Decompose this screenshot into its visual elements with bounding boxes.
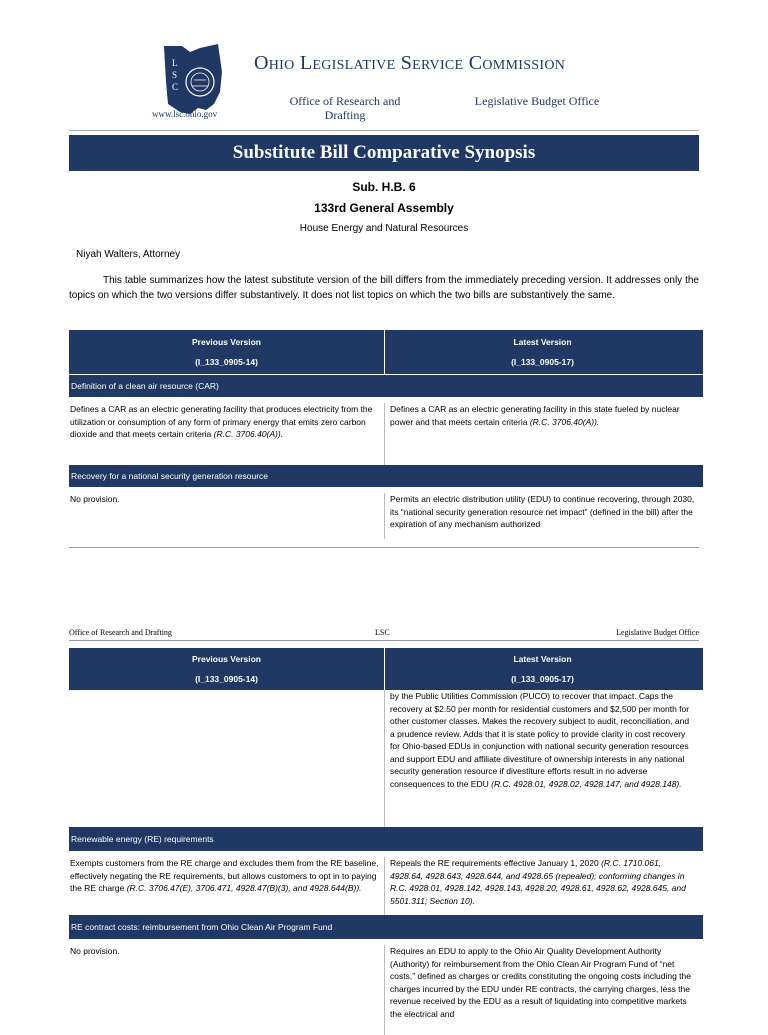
- latest-version-label: Latest Version: [513, 337, 572, 347]
- section-header-re: Renewable energy (RE) requirements: [69, 827, 703, 851]
- document-title: Substitute Bill Comparative Synopsis: [69, 135, 699, 171]
- office-research-drafting: Office of Research and Drafting: [289, 94, 401, 122]
- table-row: [69, 690, 703, 827]
- latest-version-label: Latest Version: [513, 654, 572, 664]
- section-header-re-contract: RE contract costs: reimbursement from Ohio Clean Air Program Fund: [69, 915, 703, 939]
- latest-version-header: [384, 648, 700, 690]
- section-header-recovery: Recovery for a national security generation resource: [69, 465, 703, 487]
- latest-version-id: (I_133_0905-17): [511, 674, 574, 684]
- office-budget: Legislative Budget Office: [474, 94, 600, 108]
- svg-text:L: L: [172, 58, 178, 68]
- citation: (R.C. 3706.40(A)).: [529, 416, 600, 427]
- table-header: [69, 648, 703, 690]
- previous-version-label: Previous Version: [192, 654, 261, 664]
- svg-text:C: C: [172, 82, 179, 92]
- latest-version-header: [384, 330, 700, 374]
- latest-cell: [384, 690, 699, 827]
- cell-text: Exempts customers from the RE charge and excludes them from the RE baseline, effectively negating the RE requirements, but allows customers to opt in to paying the RE charge: [70, 858, 379, 893]
- previous-version-label: Previous Version: [192, 337, 261, 347]
- table-row: [69, 851, 703, 915]
- comparison-table-page1: [69, 330, 703, 539]
- latest-version-id: (I_133_0905-17): [511, 357, 574, 367]
- intro-paragraph: This table summarizes how the latest substitute version of the bill differs from the immediately preceding version. It addresses only the topics on which the two versions differ substantively. It does not list topics on which the two bills are substantively the same.: [69, 275, 699, 301]
- table-row: [69, 397, 703, 465]
- citation: (R.C. 4928.01, 4928.02, 4928.147, and 4928.148).: [491, 778, 682, 789]
- footer-left: Office of Research and Drafting: [69, 628, 172, 637]
- commission-name: Ohio Legislative Service Commission: [254, 52, 566, 74]
- cell-text: Defines a CAR as an electric generating facility in this state fueled by nuclear power and that meets certain criteria: [390, 404, 680, 427]
- cell-text: Repeals the RE requirements effective January 1, 2020: [390, 858, 602, 868]
- author: Niyah Walters, Attorney: [76, 249, 181, 260]
- previous-version-header: [69, 648, 384, 690]
- table-row: [69, 487, 703, 539]
- latest-cell: [384, 857, 699, 915]
- previous-version-id: (I_133_0905-14): [195, 674, 258, 684]
- latest-cell: [384, 403, 699, 465]
- comparison-table-page2: [69, 648, 703, 1035]
- bill-number: Sub. H.B. 6: [352, 180, 416, 194]
- cell-text: by the Public Utilities Commission (PUCO) to recover that impact. Caps the recovery at $2.50 per month for residential customers and $2,500 per month for other customer classes. Makes the recovery subject to audit, reconciliation, and a prudence review. Adds that it is state policy to provide clarity in cost recovery for Ohio-based EDUs in conjunction with national security generation resources and support EDU and affiliate divestiture of ownership interests in any national security generation resource if divestiture efforts result in no adverse consequences to the EDU: [390, 691, 690, 789]
- table-row: [69, 939, 703, 1035]
- previous-cell: [69, 857, 384, 915]
- previous-version-header: [69, 330, 384, 374]
- header-divider: [69, 130, 699, 131]
- citation: (R.C. 3706.47(E), 3706.471, 4928.47(B)(3), and 4928.644(B)).: [126, 883, 362, 893]
- footer-center: LSC: [375, 628, 390, 637]
- svg-text:S: S: [172, 70, 178, 80]
- page-divider: [69, 547, 699, 548]
- previous-cell: [69, 690, 384, 827]
- latest-cell: Requires an EDU to apply to the Ohio Air Quality Development Authority (Authority) for reimbursement from the Ohio Clean Air Program Fund of “net costs,” defined as charges or credits constituting the ongoing costs including the charges incurred by the EDU under RE contracts, the carrying charges, less the revenue received by the EDU as a result of liquidating into competitive markets the electrical and: [384, 945, 699, 1035]
- table-header: [69, 330, 703, 374]
- footer-right: Legislative Budget Office: [616, 628, 699, 637]
- footer-divider: [69, 640, 699, 641]
- citation: (R.C. 1710.061, 4928.64, 4928.643, 4928.644, and 4928.65 (repealed); conforming changes in R.C. 4928.01, 4928.142, 4928.143, 4928.20, 4928.61, 4928.62, 4928.645, and 5501.311; Section 10).: [390, 858, 686, 906]
- previous-version-id: (I_133_0905-14): [195, 357, 258, 367]
- section-header-car: Definition of a clean air resource (CAR): [69, 375, 703, 397]
- latest-cell: Permits an electric distribution utility (EDU) to continue recovering, through 2030, its “national security generation resource net impact” (defined in the bill) after the expiration of any mechanism authorized: [384, 493, 699, 539]
- website-link[interactable]: www.lsc.ohio.gov: [152, 109, 218, 119]
- cell-text: Defines a CAR as an electric generating facility that produces electricity from the utilization or consumption of any form of primary energy that emits zero carbon dioxide and that meets certain criteria: [70, 404, 373, 439]
- general-assembly: 133rd General Assembly: [314, 201, 454, 215]
- previous-cell: No provision.: [70, 494, 120, 504]
- previous-cell: [69, 403, 384, 465]
- committee-name: House Energy and Natural Resources: [299, 223, 469, 234]
- previous-cell: No provision.: [70, 946, 120, 956]
- citation: (R.C. 3706.40(A)).: [213, 429, 284, 439]
